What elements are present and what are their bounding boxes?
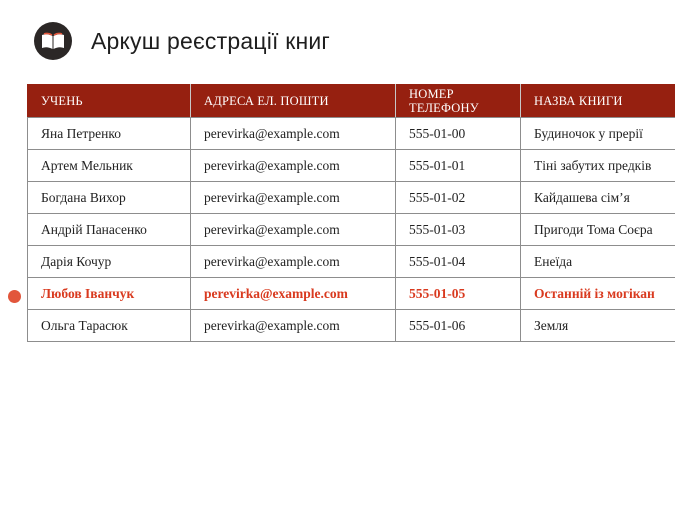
column-header-book: НАЗВА КНИГИ: [521, 84, 675, 118]
student-cell[interactable]: Андрій Панасенко: [28, 214, 191, 246]
phone-cell[interactable]: 555-01-05: [396, 278, 521, 310]
phone-cell[interactable]: 555-01-06: [396, 310, 521, 342]
phone-cell[interactable]: 555-01-04: [396, 246, 521, 278]
table-row: [28, 246, 675, 278]
book-cell[interactable]: Останній із могікан: [521, 278, 675, 310]
email-cell[interactable]: perevirka@example.com: [191, 214, 396, 246]
column-header-email: АДРЕСА ЕЛ. ПОШТИ: [191, 84, 396, 118]
table-row: [28, 214, 675, 246]
student-cell[interactable]: Богдана Вихор: [28, 182, 191, 214]
column-header-student: УЧЕНЬ: [28, 84, 191, 118]
registration-table: [27, 84, 675, 342]
table-row: [28, 310, 675, 342]
student-cell[interactable]: Ольга Тарасюк: [28, 310, 191, 342]
page-title: Аркуш реєстрації книг: [91, 27, 330, 54]
table-row: [28, 118, 675, 150]
phone-cell[interactable]: 555-01-03: [396, 214, 521, 246]
email-cell[interactable]: perevirka@example.com: [191, 278, 396, 310]
book-cell[interactable]: Будиночок у прерії: [521, 118, 675, 150]
open-book-icon: [34, 22, 72, 60]
student-cell[interactable]: Артем Мельник: [28, 150, 191, 182]
table-row-highlighted: [28, 278, 675, 310]
table-header-row: [28, 84, 675, 118]
page-header: [34, 22, 330, 60]
book-cell[interactable]: Пригоди Тома Соєра: [521, 214, 675, 246]
email-cell[interactable]: perevirka@example.com: [191, 310, 396, 342]
email-cell[interactable]: perevirka@example.com: [191, 150, 396, 182]
student-cell[interactable]: Яна Петренко: [28, 118, 191, 150]
phone-cell[interactable]: 555-01-00: [396, 118, 521, 150]
book-cell[interactable]: Кайдашева сім’я: [521, 182, 675, 214]
book-cell[interactable]: Земля: [521, 310, 675, 342]
phone-cell[interactable]: 555-01-01: [396, 150, 521, 182]
student-cell[interactable]: Дарія Кочур: [28, 246, 191, 278]
student-cell[interactable]: Любов Іванчук: [28, 278, 191, 310]
table-row: [28, 182, 675, 214]
email-cell[interactable]: perevirka@example.com: [191, 246, 396, 278]
book-cell[interactable]: Тіні забутих предків: [521, 150, 675, 182]
table-row: [28, 150, 675, 182]
email-cell[interactable]: perevirka@example.com: [191, 118, 396, 150]
phone-cell[interactable]: 555-01-02: [396, 182, 521, 214]
book-cell[interactable]: Енеїда: [521, 246, 675, 278]
email-cell[interactable]: perevirka@example.com: [191, 182, 396, 214]
column-header-phone: НОМЕР ТЕЛЕФОНУ: [396, 84, 521, 118]
row-marker-dot: [8, 290, 21, 303]
